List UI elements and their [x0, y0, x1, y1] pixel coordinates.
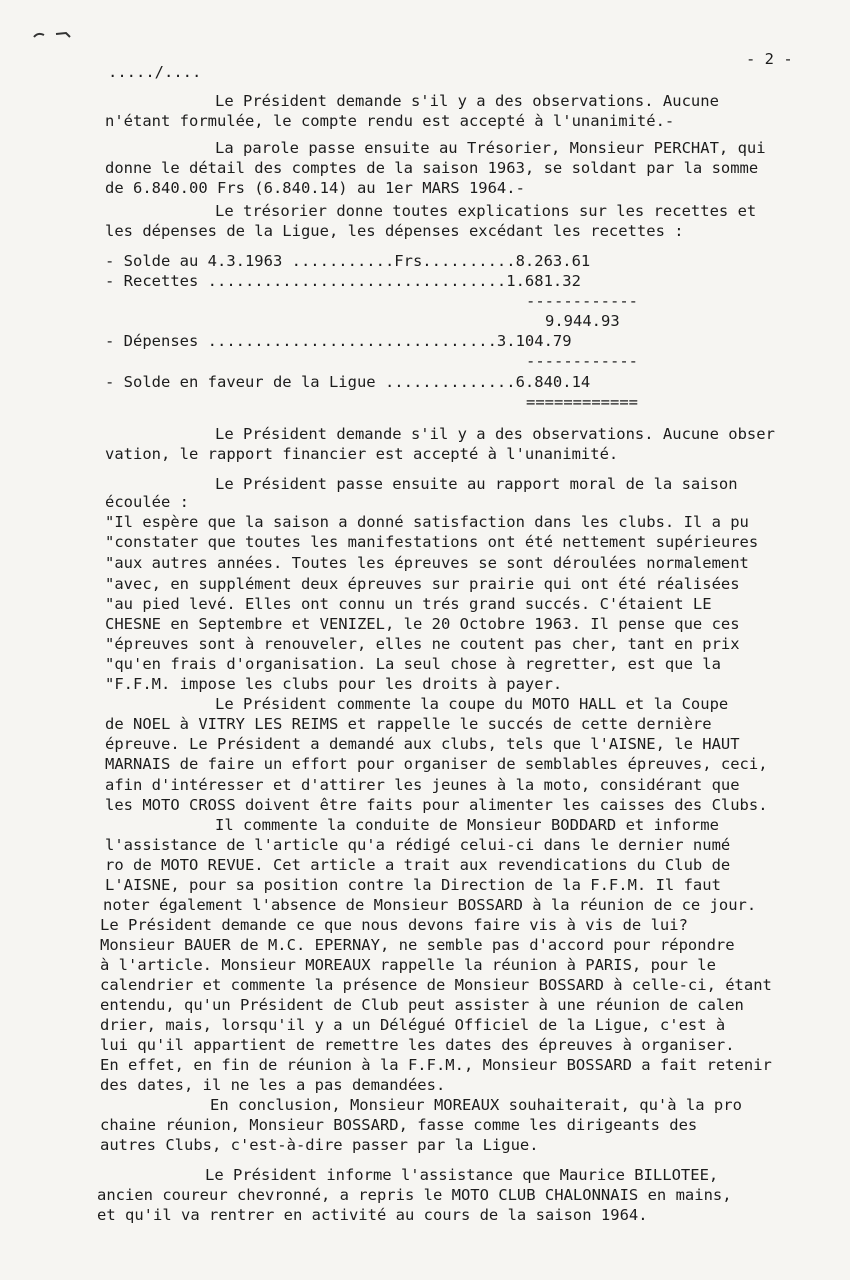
text-line: les MOTO CROSS doivent être faits pour alimenter les caisses des Clubs. — [105, 796, 768, 814]
text-line: n'étant formulée, le compte rendu est accepté à l'unanimité.- — [105, 112, 675, 130]
scan-mark-icon — [32, 28, 74, 42]
text-line: Le Président passe ensuite au rapport moral de la saison — [215, 475, 738, 493]
quoted-line: "avec, en supplément deux épreuves sur prairie qui ont été réalisées — [105, 575, 740, 593]
text-line: La parole passe ensuite au Trésorier, Monsieur PERCHAT, qui — [215, 139, 766, 157]
text-line: Le Président demande s'il y a des observations. Aucune obser — [215, 425, 775, 443]
text-line: L'AISNE, pour sa position contre la Direction de la F.F.M. Il faut — [105, 876, 721, 894]
quoted-line: "qu'en frais d'organisation. La seul chose à regretter, est que la — [105, 655, 721, 673]
text-line: à l'article. Monsieur MOREAUX rappelle la réunion à PARIS, pour le — [100, 956, 716, 974]
text-line: ancien coureur chevronné, a repris le MOTO CLUB CHALONNAIS en mains, — [97, 1186, 732, 1204]
text-line: les dépenses de la Ligue, les dépenses excédant les recettes : — [105, 222, 684, 240]
text-line: entendu, qu'un Président de Club peut assister à une réunion de calen — [100, 996, 744, 1014]
quoted-line: "Il espère que la saison a donné satisfaction dans les clubs. Il a pu — [105, 513, 749, 531]
text-line: des dates, il ne les a pas demandées. — [100, 1076, 446, 1094]
account-rule: ------------ — [526, 292, 638, 310]
text-line: chaine réunion, Monsieur BOSSARD, fasse comme les dirigeants des — [100, 1116, 698, 1134]
text-line: Le Président informe l'assistance que Maurice BILLOTEE, — [205, 1166, 719, 1184]
account-line-depenses: - Dépenses ...............................3.104.79 — [105, 332, 572, 350]
text-line: Il commente la conduite de Monsieur BODDARD et informe — [215, 816, 719, 834]
text-line: Le Président commente la coupe du MOTO HALL et la Coupe — [215, 695, 729, 713]
text-line: calendrier et commente la présence de Monsieur BOSSARD à celle-ci, étant — [100, 976, 772, 994]
text-line: En conclusion, Monsieur MOREAUX souhaiterait, qu'à la pro — [210, 1096, 742, 1114]
text-line: et qu'il va rentrer en activité au cours de la saison 1964. — [97, 1206, 648, 1224]
quoted-line: CHESNE en Septembre et VENIZEL, le 20 Octobre 1963. Il pense que ces — [105, 615, 740, 633]
text-line: lui qu'il appartient de remettre les dates des épreuves à organiser. — [100, 1036, 735, 1054]
text-line: ro de MOTO REVUE. Cet article a trait aux revendications du Club de — [105, 856, 731, 874]
text-line: MARNAIS de faire un effort pour organiser de semblables épreuves, ceci, — [105, 755, 768, 773]
text-line: écoulée : — [105, 493, 189, 511]
text-line: Le Président demande ce que nous devons faire vis à vis de lui? — [100, 916, 688, 934]
text-line: l'assistance de l'article qu'a rédigé celui-ci dans le dernier numé — [105, 836, 731, 854]
text-line: épreuve. Le Président a demandé aux clubs, tels que l'AISNE, le HAUT — [105, 735, 740, 753]
quoted-line: "épreuves sont à renouveler, elles ne coutent pas cher, tant en prix — [105, 635, 740, 653]
text-line: vation, le rapport financier est accepté à l'unanimité. — [105, 445, 619, 463]
text-line: En effet, en fin de réunion à la F.F.M., Monsieur BOSSARD a fait retenir — [100, 1056, 772, 1074]
text-line: de 6.840.00 Frs (6.840.14) au 1er MARS 1964.- — [105, 179, 525, 197]
text-line: afin d'intéresser et d'attirer les jeunes à la moto, considérant que — [105, 776, 740, 794]
quoted-line: "F.F.M. impose les clubs pour les droits à payer. — [105, 675, 563, 693]
quoted-line: "constater que toutes les manifestations ont été nettement supérieures — [105, 533, 759, 551]
text-line: autres Clubs, c'est-à-dire passer par la Ligue. — [100, 1136, 539, 1154]
continuation-marker: ...../.... — [108, 63, 202, 81]
account-rule: ------------ — [526, 352, 638, 370]
text-line: noter également l'absence de Monsieur BOSSARD à la réunion de ce jour. — [103, 896, 757, 914]
text-line: de NOEL à VITRY LES REIMS et rappelle le succés de cette dernière — [105, 715, 712, 733]
page-number: - 2 - — [746, 50, 793, 68]
text-line: Le Président demande s'il y a des observations. Aucune — [215, 92, 719, 110]
quoted-line: "aux autres années. Toutes les épreuves se sont déroulées normalement — [105, 554, 749, 572]
text-line: drier, mais, lorsqu'il y a un Délégué Officiel de la Ligue, c'est à — [100, 1016, 726, 1034]
account-line-solde-final: - Solde en faveur de la Ligue ..............6.840.14 — [105, 373, 591, 391]
quoted-line: "au pied levé. Elles ont connu un trés grand succés. C'étaient LE — [105, 595, 712, 613]
text-line: Monsieur BAUER de M.C. EPERNAY, ne semble pas d'accord pour répondre — [100, 936, 735, 954]
account-rule-double: ============ — [526, 393, 638, 411]
text-line: donne le détail des comptes de la saison 1963, se soldant par la somme — [105, 159, 759, 177]
account-subtotal: 9.944.93 — [545, 312, 620, 330]
text-line: Le trésorier donne toutes explications sur les recettes et — [215, 202, 757, 220]
account-line-recettes: - Recettes ................................1.681.32 — [105, 272, 581, 290]
account-line-solde-initial: - Solde au 4.3.1963 ...........Frs..........8.263.61 — [105, 252, 591, 270]
